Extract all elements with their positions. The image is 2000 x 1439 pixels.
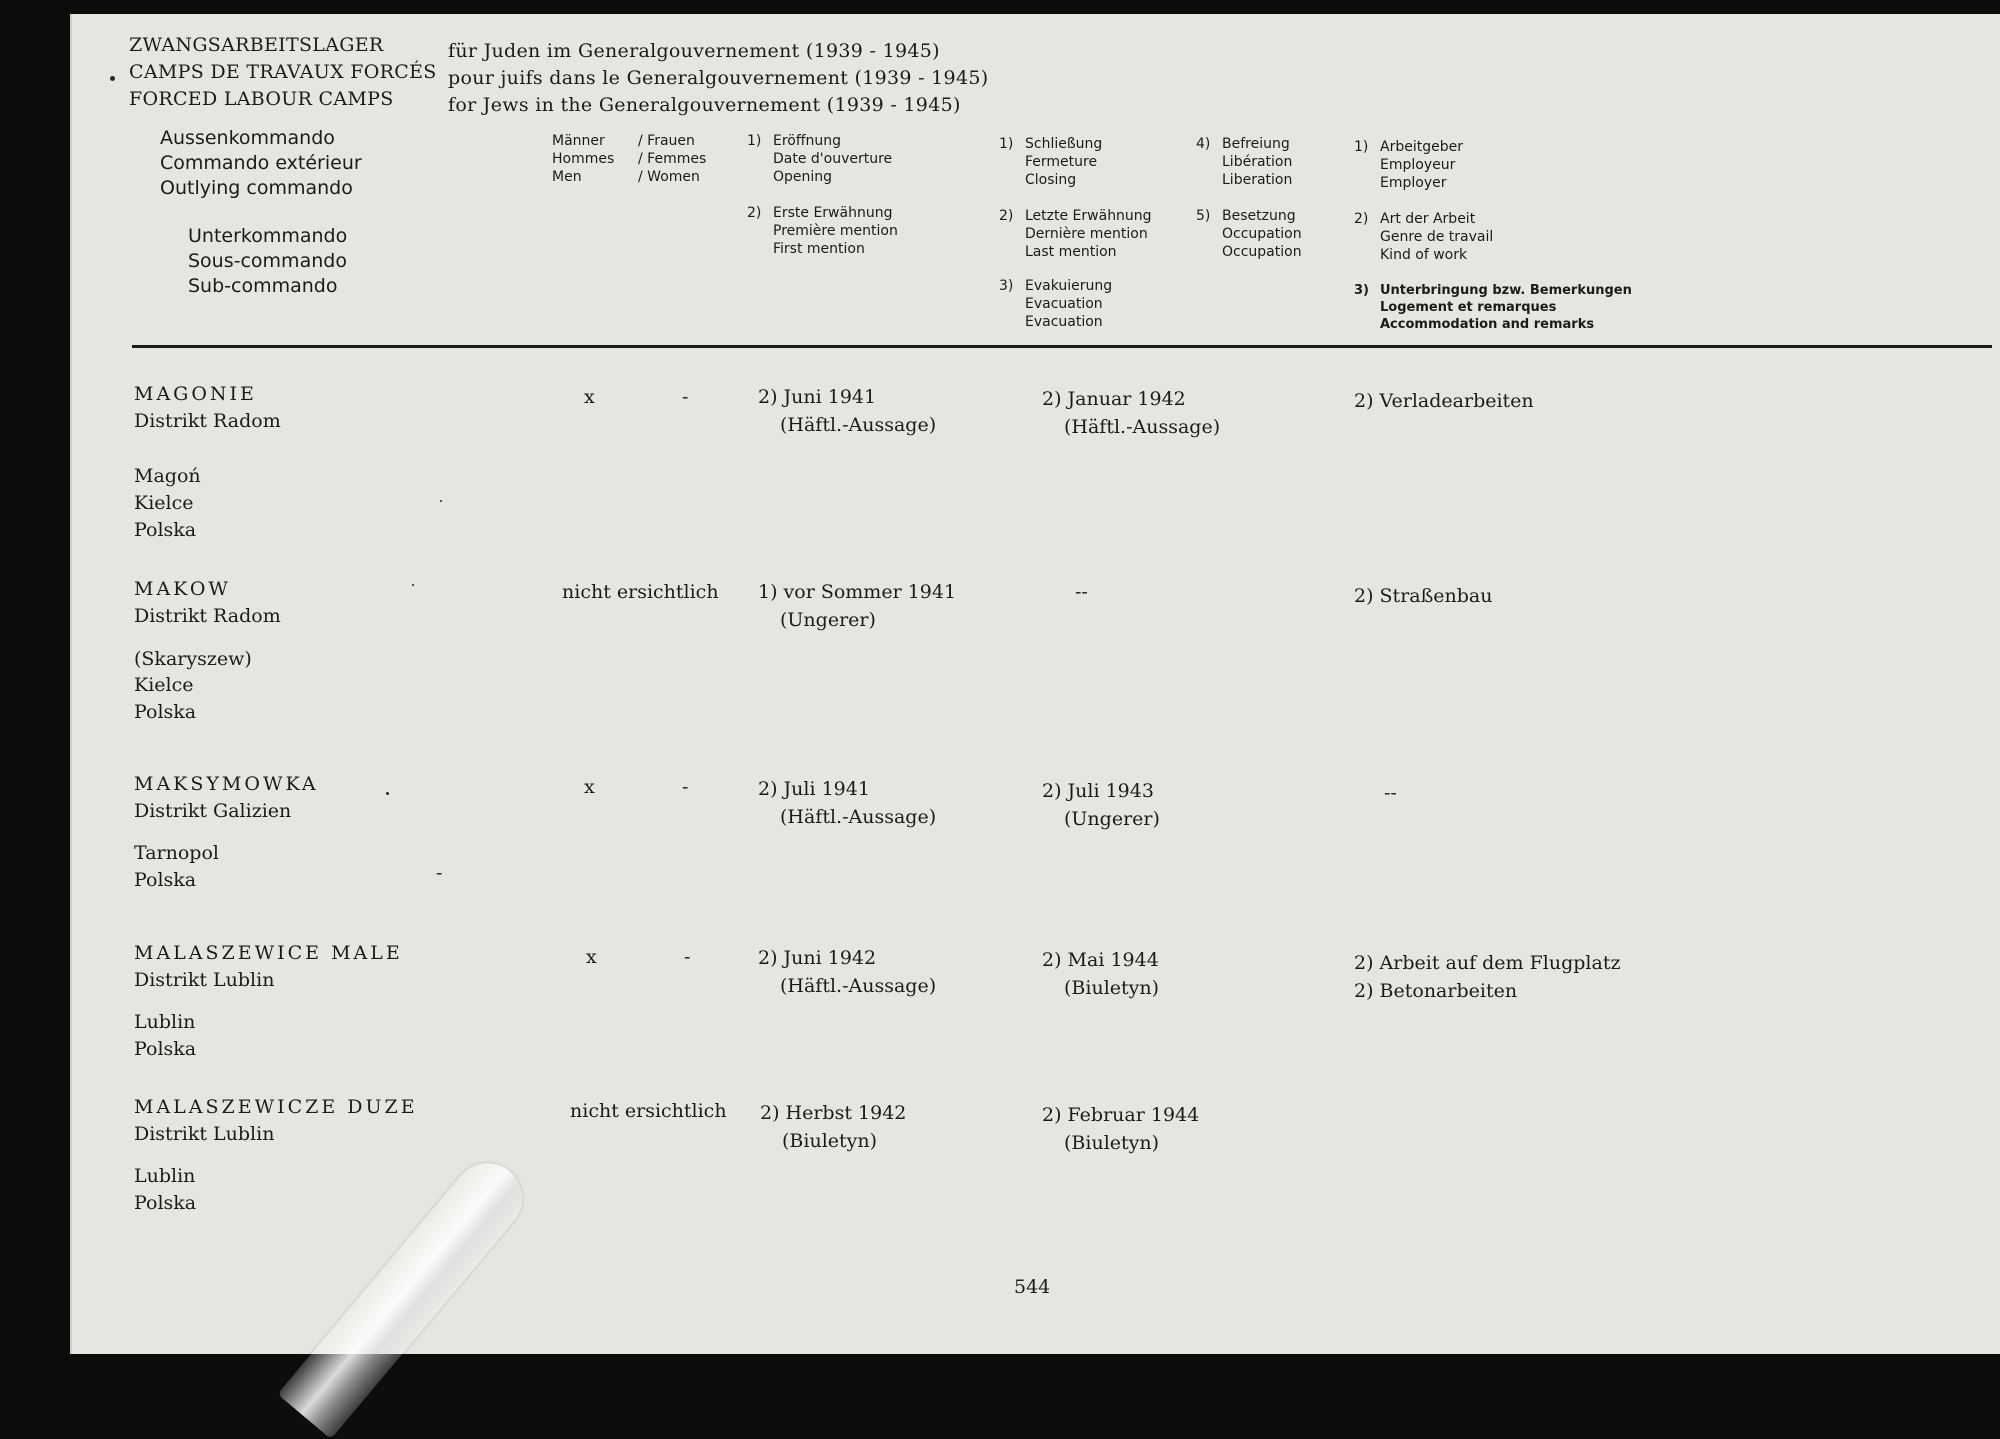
camp-location: Tarnopol	[134, 842, 219, 864]
open-source: (Ungerer)	[780, 609, 876, 631]
open-source: (Biuletyn)	[782, 1130, 878, 1152]
open-source: (Häftl.-Aussage)	[780, 975, 937, 997]
work-entry: 2) Straßenbau	[1354, 585, 1493, 607]
camp-district: Distrikt Radom	[134, 410, 281, 432]
men-mark: x	[584, 776, 595, 798]
outlying-de: Aussenkommando	[160, 127, 335, 149]
camp-location: Polska	[134, 869, 197, 891]
ink-speck	[386, 792, 389, 795]
header-accommodation: 3) Unterbringung bzw. Bemerkungen Logement et remarques Accommodation and remarks	[1354, 283, 1632, 332]
bullet-mark	[110, 76, 115, 81]
open-source: (Häftl.-Aussage)	[780, 414, 937, 436]
work-entry: 2) Verladearbeiten	[1354, 390, 1534, 412]
camp-type-en: FORCED LABOUR CAMPS	[129, 88, 394, 110]
camp-location: Lublin	[134, 1011, 196, 1033]
camp-type-de: ZWANGSARBEITSLAGER	[129, 34, 384, 56]
sub-fr: Sous-commando	[188, 250, 347, 272]
header-last-mention: 2) Letzte Erwähnung Dernière mention Last mention	[999, 208, 1152, 260]
header-closing: 1) Schließung Fermeture Closing	[999, 136, 1103, 188]
camp-name: MAKSYMOWKA	[134, 773, 319, 795]
camp-location: Magoń	[134, 465, 201, 487]
camp-district: Distrikt Radom	[134, 605, 281, 627]
open-entry: 2) Juli 1941	[758, 778, 870, 800]
camp-location: (Skaryszew)	[134, 648, 252, 670]
close-entry: 2) Januar 1942	[1042, 388, 1186, 410]
document-page	[70, 14, 2000, 1354]
camp-district: Distrikt Lublin	[134, 969, 275, 991]
camp-location: Lublin	[134, 1165, 196, 1187]
camp-location: Polska	[134, 519, 197, 541]
work-entry: 2) Betonarbeiten	[1354, 980, 1518, 1002]
for-jews-en: for Jews in the Generalgouvernement (1939 - 1945)	[448, 94, 961, 116]
close-source: (Ungerer)	[1064, 808, 1160, 830]
camp-location: Polska	[134, 1192, 197, 1214]
women-mark: -	[682, 776, 689, 798]
page-number: 544	[1014, 1276, 1051, 1298]
sub-de: Unterkommando	[188, 225, 348, 247]
ink-speck	[440, 500, 442, 502]
open-source: (Häftl.-Aussage)	[780, 806, 937, 828]
header-occupation: 5) Besetzung Occupation Occupation	[1196, 208, 1302, 260]
camp-location: Polska	[134, 701, 197, 723]
header-kind-of-work: 2) Art der Arbeit Genre de travail Kind of work	[1354, 211, 1494, 263]
men-mark: x	[584, 386, 595, 408]
close-source: (Biuletyn)	[1064, 977, 1160, 999]
close-source: (Biuletyn)	[1064, 1132, 1160, 1154]
pen-tip-overlay	[277, 1149, 536, 1439]
outlying-fr: Commando extérieur	[160, 152, 362, 174]
camp-location: Polska	[134, 1038, 197, 1060]
header-first-mention: 2) Erste Erwähnung Première mention First mention	[747, 205, 898, 257]
work-entry: --	[1384, 782, 1397, 804]
header-divider	[132, 345, 1992, 348]
header-evacuation: 3) Evakuierung Evacuation Evacuation	[999, 278, 1113, 330]
open-entry: 2) Juni 1941	[758, 386, 877, 408]
open-entry: 2) Herbst 1942	[760, 1102, 907, 1124]
for-jews-de: für Juden im Generalgouvernement (1939 - 1945)	[448, 40, 940, 62]
camp-name: MAKOW	[134, 578, 231, 600]
camp-district: Distrikt Lublin	[134, 1123, 275, 1145]
outlying-en: Outlying commando	[160, 177, 353, 199]
header-gender: Männer Hommes Men	[552, 133, 615, 185]
open-entry: 1) vor Sommer 1941	[758, 581, 957, 603]
gender-note: nicht ersichtlich	[562, 581, 719, 603]
stray-dash: -	[436, 862, 443, 884]
close-entry: 2) Juli 1943	[1042, 780, 1154, 802]
for-jews-fr: pour juifs dans le Generalgouvernement (1939 - 1945)	[448, 67, 989, 89]
camp-name: MALASZEWICE MALE	[134, 942, 403, 964]
open-entry: 2) Juni 1942	[758, 947, 877, 969]
header-opening: 1) Eröffnung Date d'ouverture Opening	[747, 133, 893, 185]
camp-location: Kielce	[134, 674, 194, 696]
close-entry: --	[1075, 581, 1088, 603]
women-mark: -	[684, 946, 691, 968]
camp-name: MALASZEWICZE DUZE	[134, 1096, 418, 1118]
gender-note: nicht ersichtlich	[570, 1100, 727, 1122]
work-entry: 2) Arbeit auf dem Flugplatz	[1354, 952, 1621, 974]
header-gender-women: / Frauen / Femmes / Women	[638, 133, 707, 185]
close-entry: 2) Februar 1944	[1042, 1104, 1200, 1126]
sub-en: Sub-commando	[188, 275, 338, 297]
camp-type-fr: CAMPS DE TRAVAUX FORCÉS	[129, 61, 437, 83]
header-liberation: 4) Befreiung Libération Liberation	[1196, 136, 1293, 188]
women-mark: -	[682, 386, 689, 408]
camp-location: Kielce	[134, 492, 194, 514]
camp-district: Distrikt Galizien	[134, 800, 292, 822]
men-mark: x	[586, 946, 597, 968]
camp-name: MAGONIE	[134, 383, 257, 405]
close-entry: 2) Mai 1944	[1042, 949, 1159, 971]
header-employer: 1) Arbeitgeber Employeur Employer	[1354, 139, 1463, 191]
ink-speck	[412, 584, 414, 586]
close-source: (Häftl.-Aussage)	[1064, 416, 1221, 438]
